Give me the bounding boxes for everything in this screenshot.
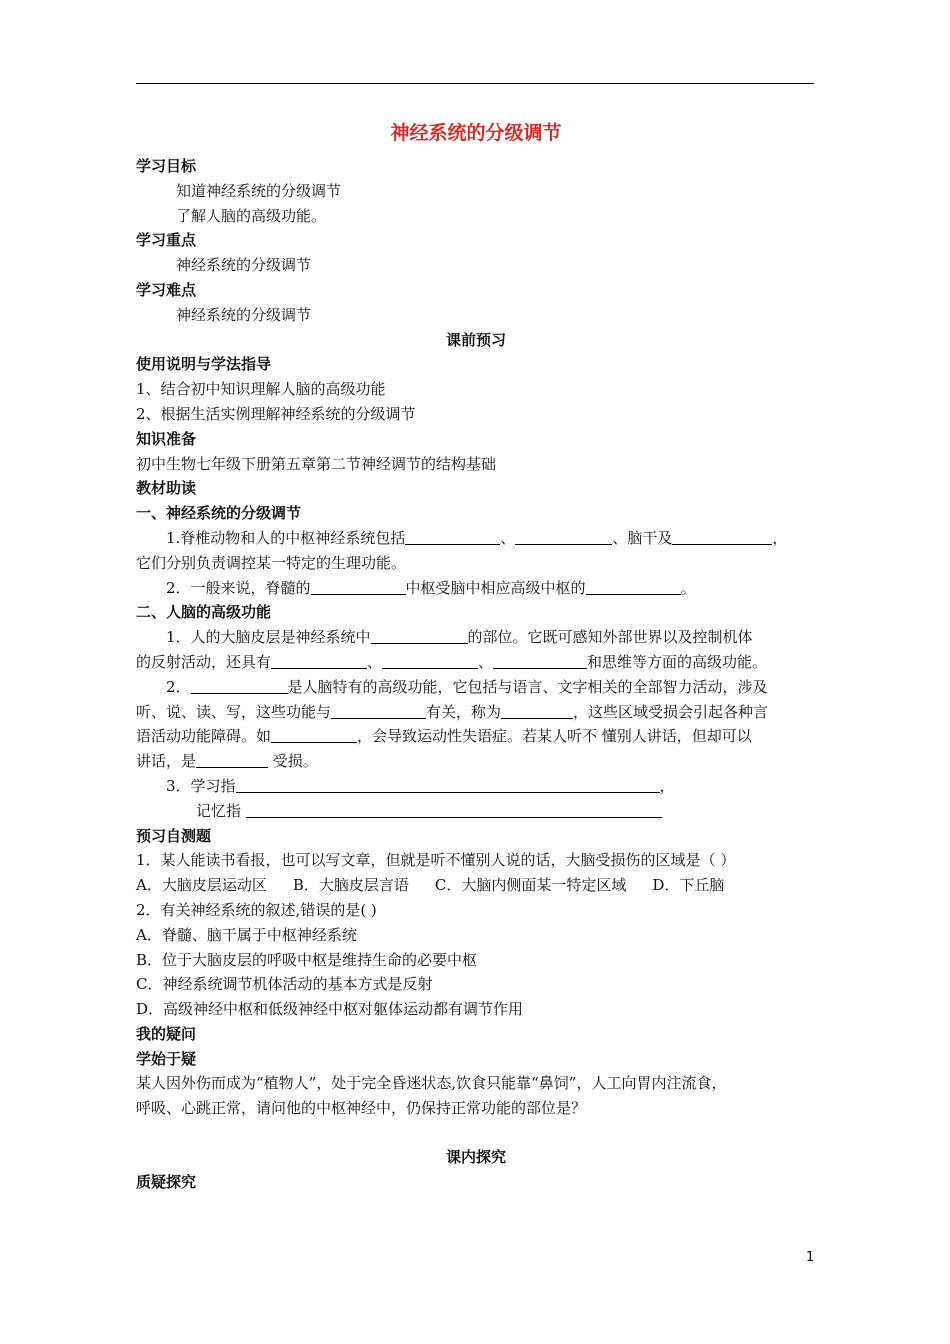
s2-question-2: 2． 是人脑特有的高级功能，它包括与语言、文字相关的全部智力活动，涉及 — [166, 677, 768, 696]
header-rule — [136, 83, 814, 84]
s2-question-1-cont: 的反射活动，还具有 、 、 和思维等方面的高级功能。 — [136, 652, 768, 671]
knowledge-text: 初中生物七年级下册第五章第二节神经调节的结构基础 — [136, 454, 497, 473]
answer-blank[interactable] — [271, 726, 357, 743]
option-d[interactable]: D．下丘脑 — [652, 876, 725, 895]
difficulty-text: 神经系统的分级调节 — [176, 305, 312, 324]
answer-blank[interactable] — [586, 578, 681, 595]
page-number: 1 — [806, 1250, 815, 1265]
selftest-heading: 预习自测题 — [136, 826, 212, 845]
doubt-text: 某人因外伤而成为“植物人”，处于完全昏迷状态,饮食只能靠“鼻饲”，人工向胃内注流食， — [136, 1074, 727, 1093]
guide-heading: 使用说明与学法指导 — [136, 355, 272, 374]
answer-blank[interactable] — [331, 702, 426, 719]
test-2-stem: 2．有关神经系统的叙述,错误的是( ) — [136, 900, 377, 919]
question-heading: 我的疑问 — [136, 1024, 197, 1043]
s1-question-1: 1.脊椎动物和人的中枢神经系统包括 、 、脑干及 ， — [166, 528, 788, 547]
s1-question-2: 2．一般来说，脊髓的 中枢受脑中相应高级中枢的 。 — [166, 578, 696, 597]
guide-item: 1、结合初中知识理解人脑的高级功能 — [136, 380, 386, 399]
option-a[interactable]: A．大脑皮层运动区 — [136, 876, 267, 895]
test-1-stem: 1．某人能读书看报，也可以写文章，但就是听不懂别人说的话，大脑受损伤的区域是（ ） — [136, 851, 736, 870]
reading-heading: 教材助读 — [136, 479, 197, 498]
answer-blank[interactable] — [382, 652, 478, 669]
inclass-heading: 课内探究 — [445, 1148, 506, 1167]
answer-blank[interactable] — [236, 776, 660, 793]
answer-blank[interactable] — [196, 751, 268, 768]
option-b[interactable]: B．位于大脑皮层的呼吸中枢是维持生命的必要中枢 — [136, 950, 478, 969]
answer-blank[interactable] — [515, 528, 612, 545]
guide-item: 2、根据生活实例理解神经系统的分级调节 — [136, 404, 416, 423]
answer-blank[interactable] — [271, 652, 367, 669]
option-c[interactable]: C．神经系统调节机体活动的基本方式是反射 — [136, 975, 433, 994]
test-1-options — [136, 873, 816, 898]
inclass-subheading: 质疑探究 — [136, 1172, 197, 1191]
s1-question-1-cont: 它们分别负责调控某一特定的生理功能。 — [136, 553, 407, 572]
section1-heading: 一、神经系统的分级调节 — [136, 504, 302, 523]
option-b[interactable]: B．大脑皮层言语 — [292, 876, 409, 895]
s2-question-2-cont: 听、说、读、写，这些功能与 有关，称为 ，这些区域受损会引起各种言 — [136, 702, 769, 721]
doubt-heading: 学始于疑 — [136, 1049, 197, 1068]
answer-blank[interactable] — [246, 801, 662, 818]
preview-heading: 课前预习 — [445, 330, 506, 349]
difficulty-heading: 学习难点 — [136, 280, 197, 299]
knowledge-heading: 知识准备 — [136, 429, 197, 448]
answer-blank[interactable] — [501, 702, 573, 719]
s2-question-3-cont: 记忆指 — [136, 799, 816, 824]
goal-item: 知道神经系统的分级调节 — [176, 181, 342, 200]
key-point-heading: 学习重点 — [136, 231, 197, 250]
s2-question-2-cont: 语活动功能障碍。如 ，会导致运动性失语症。若某人听不 懂别人讲话，但却可以 — [136, 727, 752, 746]
document-title: 神经系统的分级调节 — [390, 122, 562, 144]
goal-item: 了解人脑的高级功能。 — [176, 206, 327, 225]
doubt-text: 呼吸、心跳正常，请问他的中枢神经中，仍保持正常功能的部位是？ — [136, 1099, 587, 1118]
answer-blank[interactable] — [672, 528, 772, 545]
section2-heading: 二、人脑的高级功能 — [136, 603, 272, 622]
answer-blank[interactable] — [191, 677, 288, 694]
answer-blank[interactable] — [405, 528, 500, 545]
key-point-text: 神经系统的分级调节 — [176, 256, 312, 275]
goals-heading: 学习目标 — [136, 157, 197, 175]
s2-question-3: 3．学习指 ， — [166, 776, 675, 795]
s2-question-2-cont: 讲话，是 受损。 — [136, 752, 318, 771]
document-body — [136, 118, 816, 1195]
s2-question-1: 1．人的大脑皮层是神经系统中 的部位。它既可感知外部世界以及控制机体 — [166, 628, 753, 647]
answer-blank[interactable] — [311, 578, 406, 595]
answer-blank[interactable] — [371, 627, 468, 644]
answer-blank[interactable] — [493, 652, 587, 669]
option-d[interactable]: D．高级神经中枢和低级神经中枢对躯体运动都有调节作用 — [136, 1000, 524, 1019]
option-a[interactable]: A．脊髓、脑干属于中枢神经系统 — [136, 925, 357, 944]
option-c[interactable]: C．大脑内侧面某一特定区域 — [434, 876, 627, 895]
